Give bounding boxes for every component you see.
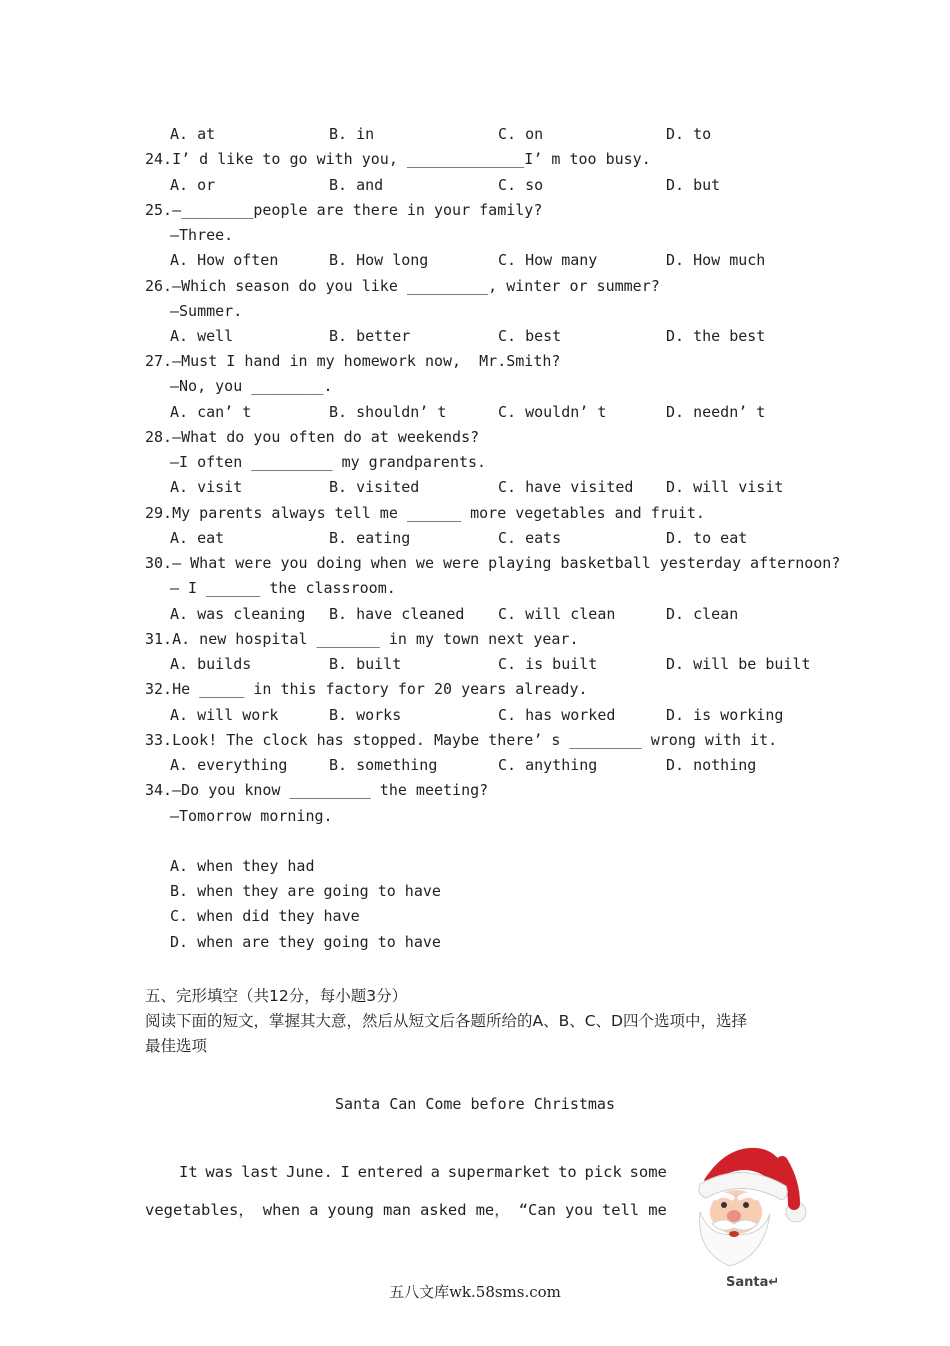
q26-option-b: B. better [329, 327, 411, 345]
q25-option-c: C. How many [498, 251, 598, 269]
word: young [327, 1201, 375, 1219]
section-instruction-line1: 阅读下面的短文，掌握其大意，然后从短文后各题所给的A、B、C、D四个选项中，选择 [145, 1012, 747, 1030]
q25-option-d: D. How much [666, 251, 766, 269]
q23-option-c: C. on [498, 125, 544, 143]
q33-option-c: C. anything [498, 756, 598, 774]
q33-option-d: D. nothing [666, 756, 757, 774]
q26-answer: —Summer. [170, 302, 243, 320]
q26-option-a: A. well [170, 327, 234, 345]
word: to [558, 1163, 577, 1181]
q32-option-a: A. will work [170, 706, 279, 724]
q31-option-c: C. is built [498, 655, 598, 673]
passage-line-1 [179, 1162, 667, 1182]
q31-option-a: A. builds [170, 655, 252, 673]
q29-option-b: B. eating [329, 529, 411, 547]
q32-option-d: D. is working [666, 706, 784, 724]
q32-option-b: B. works [329, 706, 402, 724]
word: “Can [518, 1201, 557, 1219]
q25-option-b: B. How long [329, 251, 429, 269]
q24-option-d: D. but [666, 176, 721, 194]
q27-option-c: C. wouldn’ t [498, 403, 607, 421]
q28-answer: —I often _________ my grandparents. [170, 453, 487, 471]
q30-answer: — I ______ the classroom. [170, 579, 396, 597]
q24-stem: 24.I’ d like to go with you, _____________I’ m too busy. [145, 150, 651, 168]
word: me [648, 1201, 667, 1219]
word: entered [357, 1163, 423, 1181]
word: It [179, 1163, 198, 1181]
q27-answer: —No, you ________. [170, 377, 333, 395]
section-instruction-line2: 最佳选项 [145, 1037, 208, 1055]
q29-option-a: A. eat [170, 529, 225, 547]
santa-caption: Santa↵ [726, 1275, 780, 1290]
passage-title: Santa Can Come before Christmas [335, 1095, 615, 1113]
q31-option-b: B. built [329, 655, 402, 673]
q32-stem: 32.He _____ in this factory for 20 years already. [145, 680, 588, 698]
q29-option-c: C. eats [498, 529, 562, 547]
q31-option-d: D. will be built [666, 655, 811, 673]
q29-option-d: D. to eat [666, 529, 748, 547]
q30-stem: 30.— What were you doing when we were playing basketball yesterday afternoon? [145, 554, 841, 572]
q28-option-c: C. have visited [498, 478, 634, 496]
word: tell [601, 1201, 640, 1219]
q30-option-d: D. clean [666, 605, 739, 623]
q34-answer: —Tomorrow morning. [170, 807, 333, 825]
q33-stem: 33.Look! The clock has stopped. Maybe there’ s ________ wrong with it. [145, 731, 778, 749]
q24-option-c: C. so [498, 176, 544, 194]
q33-option-a: A. everything [170, 756, 288, 774]
q28-option-d: D. will visit [666, 478, 784, 496]
q26-option-c: C. best [498, 327, 562, 345]
q27-option-d: D. needn’ t [666, 403, 766, 421]
q32-option-c: C. has worked [498, 706, 616, 724]
word: supermarket [447, 1163, 551, 1181]
passage-line-2 [145, 1200, 667, 1220]
word: I [340, 1163, 350, 1181]
q25-option-a: A. How often [170, 251, 279, 269]
q24-option-a: A. or [170, 176, 216, 194]
q28-option-a: A. visit [170, 478, 243, 496]
q27-stem: 27.—Must I hand in my homework now, Mr.Smith? [145, 352, 561, 370]
word: last [241, 1163, 279, 1181]
q27-option-b: B. shouldn’ t [329, 403, 447, 421]
word: asked [419, 1201, 467, 1219]
footer-watermark: 五八文库wk.58sms.com [389, 1283, 561, 1301]
q33-option-b: B. something [329, 756, 438, 774]
word: a [309, 1201, 319, 1219]
q31-stem: 31.A. new hospital _______ in my town next year. [145, 630, 579, 648]
q24-option-b: B. and [329, 176, 384, 194]
q34-option-d: D. when are they going to have [170, 933, 441, 951]
word: some [629, 1163, 667, 1181]
word: when [262, 1201, 301, 1219]
word: man [382, 1201, 411, 1219]
word: me， [475, 1201, 510, 1219]
q27-option-a: A. can’ t [170, 403, 252, 421]
q28-option-b: B. visited [329, 478, 420, 496]
q34-option-b: B. when they are going to have [170, 882, 441, 900]
q25-stem: 25.—________people are there in your family? [145, 201, 543, 219]
q23-option-b: B. in [329, 125, 375, 143]
santa-icon [686, 1142, 811, 1292]
q34-stem: 34.—Do you know _________ the meeting? [145, 781, 489, 799]
q23-option-a: A. at [170, 125, 216, 143]
q30-option-a: A. was cleaning [170, 605, 306, 623]
santa-illustration [686, 1142, 811, 1292]
q30-option-c: C. will clean [498, 605, 616, 623]
word: you [564, 1201, 593, 1219]
q30-option-b: B. have cleaned [329, 605, 465, 623]
q25-answer: —Three. [170, 226, 234, 244]
word: was [205, 1163, 234, 1181]
word: vegetables， [145, 1201, 254, 1219]
q28-stem: 28.—What do you often do at weekends? [145, 428, 480, 446]
q34-option-a: A. when they had [170, 857, 315, 875]
q34-option-c: C. when did they have [170, 907, 360, 925]
section-heading: 五、完形填空（共12分，每小题3分） [145, 987, 408, 1005]
q23-option-d: D. to [666, 125, 712, 143]
q26-option-d: D. the best [666, 327, 766, 345]
word: pick [584, 1163, 622, 1181]
q29-stem: 29.My parents always tell me ______ more vegetables and fruit. [145, 504, 705, 522]
word: a [430, 1163, 440, 1181]
q26-stem: 26.—Which season do you like _________, winter or summer? [145, 277, 660, 295]
word: June. [286, 1163, 333, 1181]
